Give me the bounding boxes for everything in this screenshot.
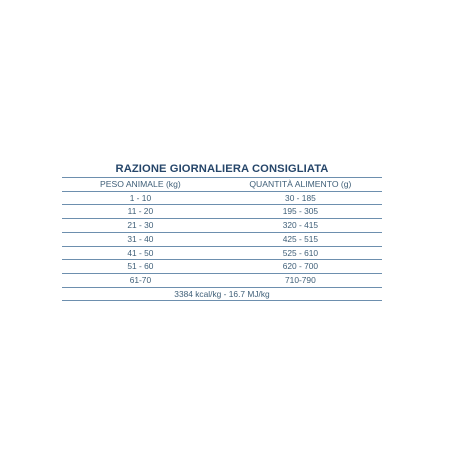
table-row — [62, 219, 382, 233]
cell-weight: 41 - 50 — [62, 246, 219, 260]
cell-weight: 61-70 — [62, 273, 219, 287]
cell-quantity: 425 - 515 — [219, 232, 382, 246]
cell-weight: 21 - 30 — [62, 219, 219, 233]
feeding-table — [62, 177, 382, 301]
energy-value: 3384 kcal/kg - 16.7 MJ/kg — [62, 287, 382, 301]
cell-weight: 51 - 60 — [62, 260, 219, 274]
header-quantity: QUANTITÀ ALIMENTO (g) — [219, 178, 382, 192]
table-row — [62, 232, 382, 246]
cell-weight: 11 - 20 — [62, 205, 219, 219]
table-row — [62, 246, 382, 260]
header-weight: PESO ANIMALE (kg) — [62, 178, 219, 192]
cell-quantity: 320 - 415 — [219, 219, 382, 233]
cell-quantity: 525 - 610 — [219, 246, 382, 260]
table-row — [62, 191, 382, 205]
cell-quantity: 195 - 305 — [219, 205, 382, 219]
table-row — [62, 260, 382, 274]
table-header-row — [62, 178, 382, 192]
feeding-table-card — [62, 160, 382, 301]
cell-quantity: 710-790 — [219, 273, 382, 287]
cell-weight: 31 - 40 — [62, 232, 219, 246]
table-footer-row — [62, 287, 382, 301]
table-row — [62, 273, 382, 287]
table-title: RAZIONE GIORNALIERA CONSIGLIATA — [115, 163, 329, 175]
cell-quantity: 30 - 185 — [219, 191, 382, 205]
cell-quantity: 620 - 700 — [219, 260, 382, 274]
cell-weight: 1 - 10 — [62, 191, 219, 205]
table-row — [62, 205, 382, 219]
